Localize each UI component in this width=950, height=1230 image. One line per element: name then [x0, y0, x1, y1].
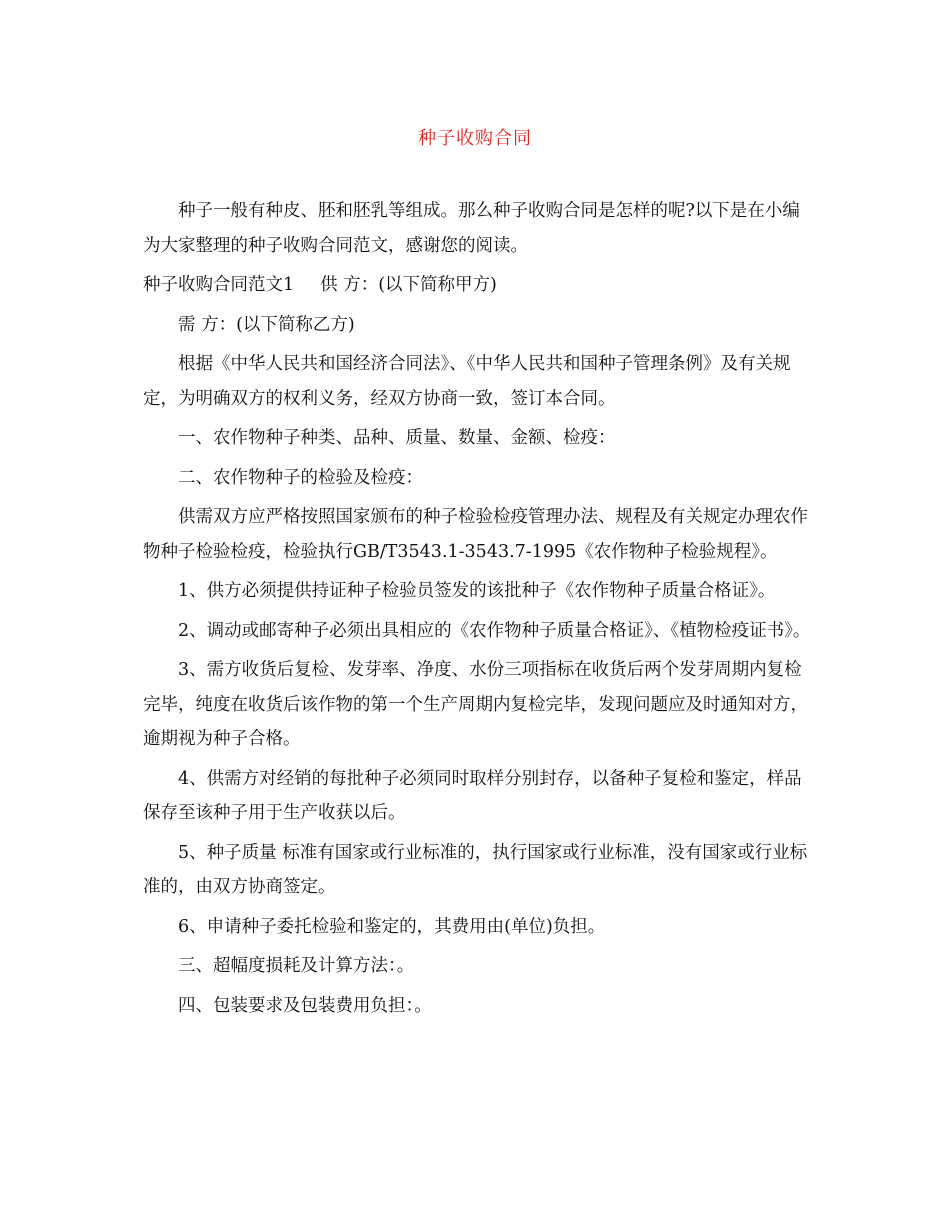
clause-6: 6、申请种子委托检验和鉴定的，其费用由(单位)负担。 — [178, 916, 606, 937]
clause-1: 1、供方必须提供持证种子检验员签发的该批种子《农作物种子质量合格证》。 — [178, 581, 776, 601]
document-title: 种子收购合同 — [418, 128, 532, 149]
section-4-heading: 四、包装要求及包装费用负担：。 — [178, 995, 432, 1016]
section-1-heading: 一、农作物种子种类、品种、质量、数量、金额、检疫： — [178, 428, 616, 448]
supplier-line: 供 方：(以下简称甲方) — [320, 275, 497, 295]
sample-heading: 种子收购合同范文1 — [143, 275, 295, 295]
clause-4: 4、供需方对经销的每批种子必须同时取样分别封存，以备种子复检和鉴定，样品保存至该种子用于生产收获以后。 — [143, 768, 802, 823]
section-2-paragraph: 供需双方应严格按照国家颁布的种子检验检疫管理办法、规程及有关规定办理农作物种子检验检疫，检验执行GB/T3543.1-3543.7-1995《农作物种子检验规程》。 — [143, 507, 808, 562]
intro-paragraph: 种子一般有种皮、胚和胚乳等组成。那么种子收购合同是怎样的呢?以下是在小编为大家整理的种子收购合同范文，感谢您的阅读。 — [143, 201, 800, 256]
basis-paragraph: 根据《中华人民共和国经济合同法》、《中华人民共和国种子管理条例》及有关规定，为明确双方的权利义务，经双方协商一致，签订本合同。 — [143, 354, 791, 409]
section-2-heading: 二、农作物种子的检验及检疫： — [178, 467, 423, 488]
clause-5: 5、种子质量 标准有国家或行业标准的，执行国家或行业标准，没有国家或行业标准的，由双方协商签定。 — [143, 842, 808, 897]
section-3-heading: 三、超幅度损耗及计算方法：。 — [178, 956, 415, 976]
buyer-line: 需 方：(以下简称乙方) — [178, 314, 355, 335]
document-body — [143, 194, 811, 1028]
sample-heading-line — [143, 268, 811, 303]
clause-3: 3、需方收货后复检、发芽率、净度、水份三项指标在收货后两个发芽周期内复检完毕，纯度在收货后该作物的第一个生产周期内复检完毕，发现问题应及时通知对方，逾期视为种子合格。 — [143, 660, 808, 749]
clause-2: 2、调动或邮寄种子必须出具相应的《农作物种子质量合格证》、《植物检疫证书》。 — [178, 620, 811, 641]
